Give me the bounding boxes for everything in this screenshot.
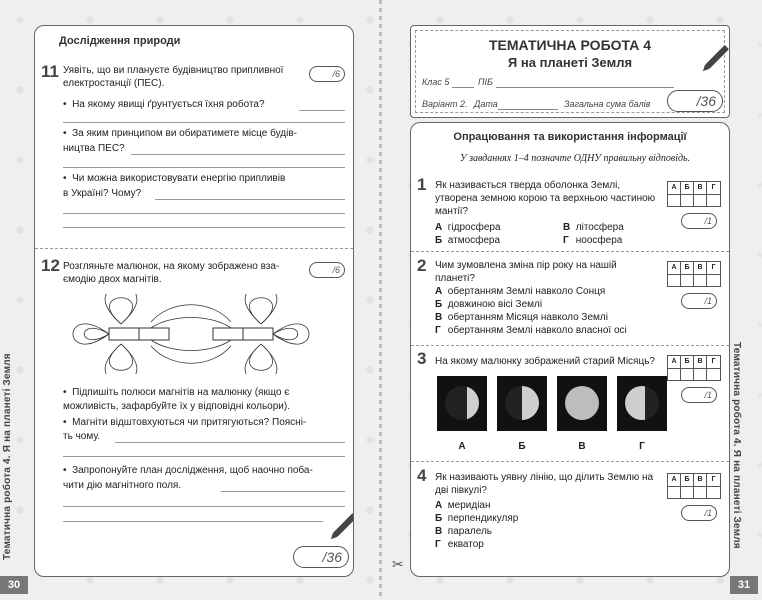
- question-11-score[interactable]: /6: [309, 66, 345, 82]
- q11-b3b-text: в Україні? Чому?: [63, 188, 142, 199]
- moon-labels: [437, 441, 667, 452]
- question-3-text: На якому малюнку зображений старий Місяць?: [435, 356, 655, 367]
- header-total-score[interactable]: /36: [667, 90, 723, 112]
- moon-image-b[interactable]: [497, 376, 547, 431]
- answer-cells-q3[interactable]: [667, 368, 721, 381]
- option-letter: В: [435, 526, 443, 537]
- moon-last-quarter: [625, 386, 659, 420]
- option-b[interactable]: [435, 512, 665, 525]
- option-g[interactable]: [435, 324, 675, 337]
- question-12-bullet-2: • Магніти відштовхуються чи притягуються? Поясні-: [63, 417, 307, 428]
- option-text: літосфера: [575, 222, 624, 233]
- option-g[interactable]: [563, 234, 622, 247]
- grid-letter: А: [668, 262, 681, 274]
- answer-line[interactable]: [63, 227, 345, 228]
- name-field[interactable]: [496, 87, 674, 88]
- question-4-score[interactable]: /1: [681, 505, 717, 521]
- moon-label-a: А: [458, 441, 466, 452]
- option-a[interactable]: [435, 221, 563, 234]
- moon-full: [565, 386, 599, 420]
- answer-cells-q2[interactable]: [667, 274, 721, 287]
- answer-line[interactable]: [115, 442, 345, 443]
- option-text: обертанням Землі навколо Сонця: [447, 286, 606, 297]
- side-title-right: Тематична робота 4. Я на планеті Земля: [731, 342, 742, 549]
- grid-letter: Г: [711, 476, 716, 483]
- grid-letter: Б: [681, 262, 694, 274]
- option-text: ноосфера: [575, 235, 623, 246]
- option-letter: Б: [435, 513, 443, 524]
- grid-letter: В: [694, 182, 707, 194]
- option-letter: В: [435, 312, 443, 323]
- answer-line[interactable]: [221, 491, 345, 492]
- option-letter: Г: [563, 235, 569, 246]
- moon-label-v: В: [578, 441, 586, 452]
- option-letter: А: [435, 222, 443, 233]
- answer-line[interactable]: [63, 456, 345, 457]
- moon-image-a[interactable]: [437, 376, 487, 431]
- date-label: Дата: [474, 99, 498, 109]
- moon-image-g[interactable]: [617, 376, 667, 431]
- question-12-bullet-1: • Підпишіть полюси магнітів на малюнку (якщо є: [63, 387, 290, 398]
- moon-phases-images: [437, 376, 667, 431]
- answer-grid-q2: [667, 261, 721, 275]
- question-11-text: Уявіть, що ви плануєте будівництво припливної електростанції (ПЕС).: [63, 65, 284, 89]
- option-text: довжиною вісі Землі: [447, 299, 543, 310]
- question-4-text: Як називають уявну лінію, що ділить Землю на дві півкулі?: [435, 472, 654, 496]
- page-number-right: 31: [730, 576, 758, 594]
- option-letter: Г: [435, 539, 441, 550]
- question-1-options: [435, 221, 665, 247]
- moon-waxing-crescent: [445, 386, 479, 420]
- section-title-nature-research: Дослідження природи: [59, 35, 181, 47]
- grid-letter: Б: [681, 356, 694, 368]
- option-v[interactable]: [563, 221, 624, 234]
- q12-b2b-text: ть чому.: [63, 431, 101, 442]
- page-gutter: [379, 0, 382, 600]
- pencil-icon: [333, 513, 354, 537]
- answer-line[interactable]: [63, 506, 345, 507]
- q12-b1b-text: можливість, зафарбуйте їх у відповідні кольори).: [63, 401, 290, 412]
- q12-b3b-text: чити дію магнітного поля.: [63, 480, 182, 491]
- two-magnets-diagram: [71, 294, 311, 374]
- option-letter: Б: [435, 299, 443, 310]
- left-total-score[interactable]: /36: [293, 546, 349, 568]
- instruction-text: У завданнях 1–4 позначте ОДНУ правильну відповідь.: [459, 153, 691, 164]
- question-1-number: 1: [417, 175, 427, 194]
- question-11-bullet-1: • На якому явищі ґрунтується їхня робота?: [63, 99, 265, 110]
- option-text: гідросфера: [447, 222, 501, 233]
- left-worksheet-box: [34, 25, 354, 577]
- question-11-bullet-3: • Чи можна використовувати енергію припливів: [63, 173, 286, 184]
- class-field[interactable]: [452, 87, 474, 88]
- option-letter: В: [563, 222, 571, 233]
- work-title: ТЕМАТИЧНА РОБОТА 4: [489, 37, 651, 53]
- question-2-options: [435, 285, 675, 337]
- question-12-score[interactable]: /6: [309, 262, 345, 278]
- question-3-number: 3: [417, 349, 427, 368]
- question-separator: [411, 345, 729, 346]
- option-text: паралель: [447, 526, 492, 537]
- grid-letter: Б: [681, 182, 694, 194]
- option-text: обертанням Місяця навколо Землі: [447, 312, 608, 323]
- answer-line[interactable]: [63, 167, 345, 168]
- grid-letter: Г: [711, 264, 716, 271]
- option-letter: Г: [435, 325, 441, 336]
- option-a[interactable]: [435, 285, 675, 298]
- question-1-score[interactable]: /1: [681, 213, 717, 229]
- answer-line[interactable]: [155, 199, 345, 200]
- q12-b2a-text: Магніти відштовхуються чи притягуються? Поясні-: [72, 417, 307, 428]
- grid-letter: В: [694, 474, 707, 486]
- question-11-number: 11: [41, 62, 59, 81]
- answer-grid-q1: [667, 181, 721, 195]
- moon-image-v[interactable]: [557, 376, 607, 431]
- option-v[interactable]: [435, 525, 665, 538]
- question-separator: [411, 251, 729, 252]
- question-separator: [35, 248, 353, 249]
- q11-b2b-text: ництва ПЕС?: [63, 143, 125, 154]
- grid-letter: А: [668, 474, 681, 486]
- variant-label: Варіант 2.: [422, 99, 468, 109]
- answer-grid-q3: [667, 355, 721, 369]
- class-label: Клас 5: [422, 77, 450, 87]
- question-1-text: Як називається тверда оболонка Землі, утворена земною корою та верхньою частиною мантії?: [435, 180, 656, 217]
- option-b[interactable]: [435, 234, 563, 247]
- section-title-information: Опрацювання та використання інформації: [453, 131, 687, 143]
- total-points-label: Загальна сума балів: [564, 99, 651, 109]
- q12-b1a-text: Підпишіть полюси магнітів на малюнку (якщо є: [72, 387, 290, 398]
- moon-label-b: Б: [518, 441, 526, 452]
- grid-letter: А: [668, 356, 681, 368]
- answer-line[interactable]: [63, 521, 323, 522]
- moon-label-g: Г: [639, 441, 645, 452]
- right-worksheet-box: [410, 122, 730, 577]
- name-label: ПІБ: [478, 77, 493, 87]
- option-text: меридіан: [447, 500, 491, 511]
- grid-letter: А: [668, 182, 681, 194]
- question-2-score[interactable]: /1: [681, 293, 717, 309]
- option-g[interactable]: [435, 538, 665, 551]
- q11-b2a-text: За яким принципом ви обиратимете місце будів-: [72, 128, 297, 139]
- option-v[interactable]: [435, 311, 675, 324]
- question-11-bullet-2: • За яким принципом ви обиратимете місце будів-: [63, 128, 297, 139]
- grid-letter: Г: [711, 358, 716, 365]
- option-text: атмосфера: [447, 235, 501, 246]
- header-box: [410, 25, 730, 118]
- answer-cells-q4[interactable]: [667, 486, 721, 499]
- option-b[interactable]: [435, 298, 675, 311]
- q11-b1-text: На якому явищі ґрунтується їхня робота?: [72, 99, 265, 110]
- grid-letter: В: [694, 262, 707, 274]
- question-4-number: 4: [417, 466, 427, 485]
- question-2-number: 2: [417, 256, 427, 275]
- answer-line[interactable]: [63, 122, 345, 123]
- side-title-left: Тематична робота 4. Я на планеті Земля: [2, 353, 13, 560]
- question-12-bullet-3: • Запропонуйте план дослідження, щоб наочно поба-: [63, 465, 313, 476]
- answer-line[interactable]: [299, 110, 345, 111]
- option-letter: Б: [435, 235, 443, 246]
- question-separator: [411, 461, 729, 462]
- option-text: екватор: [447, 539, 484, 550]
- option-letter: А: [435, 500, 443, 511]
- option-letter: А: [435, 286, 443, 297]
- date-field[interactable]: [498, 109, 558, 110]
- answer-line[interactable]: [63, 213, 345, 214]
- work-subtitle: Я на планеті Земля: [507, 55, 633, 70]
- grid-letter: Г: [711, 184, 716, 191]
- answer-line[interactable]: [131, 154, 345, 155]
- grid-letter: Б: [681, 474, 694, 486]
- answer-cells-q1[interactable]: [667, 194, 721, 207]
- question-2-text: Чим зумовлена зміна пір року на нашій планеті?: [435, 260, 617, 284]
- question-4-options: [435, 499, 665, 551]
- q12-b3a-text: Запропонуйте план дослідження, щоб наочно поба-: [72, 465, 313, 476]
- scissors-icon: ✂: [392, 556, 404, 572]
- option-text: перпендикуляр: [447, 513, 519, 524]
- q11-b3a-text: Чи можна використовувати енергію припливів: [72, 173, 286, 184]
- answer-grid-q4: [667, 473, 721, 487]
- moon-first-quarter: [505, 386, 539, 420]
- page-number-left: 30: [0, 576, 28, 594]
- question-12-text: Розгляньте малюнок, на якому зображено вза-ємодію двох магнітів.: [63, 261, 280, 285]
- option-a[interactable]: [435, 499, 665, 512]
- question-3-score[interactable]: /1: [681, 387, 717, 403]
- grid-letter: В: [694, 356, 707, 368]
- question-12-number: 12: [41, 256, 60, 275]
- option-text: обертанням Землі навколо власної осі: [447, 325, 627, 336]
